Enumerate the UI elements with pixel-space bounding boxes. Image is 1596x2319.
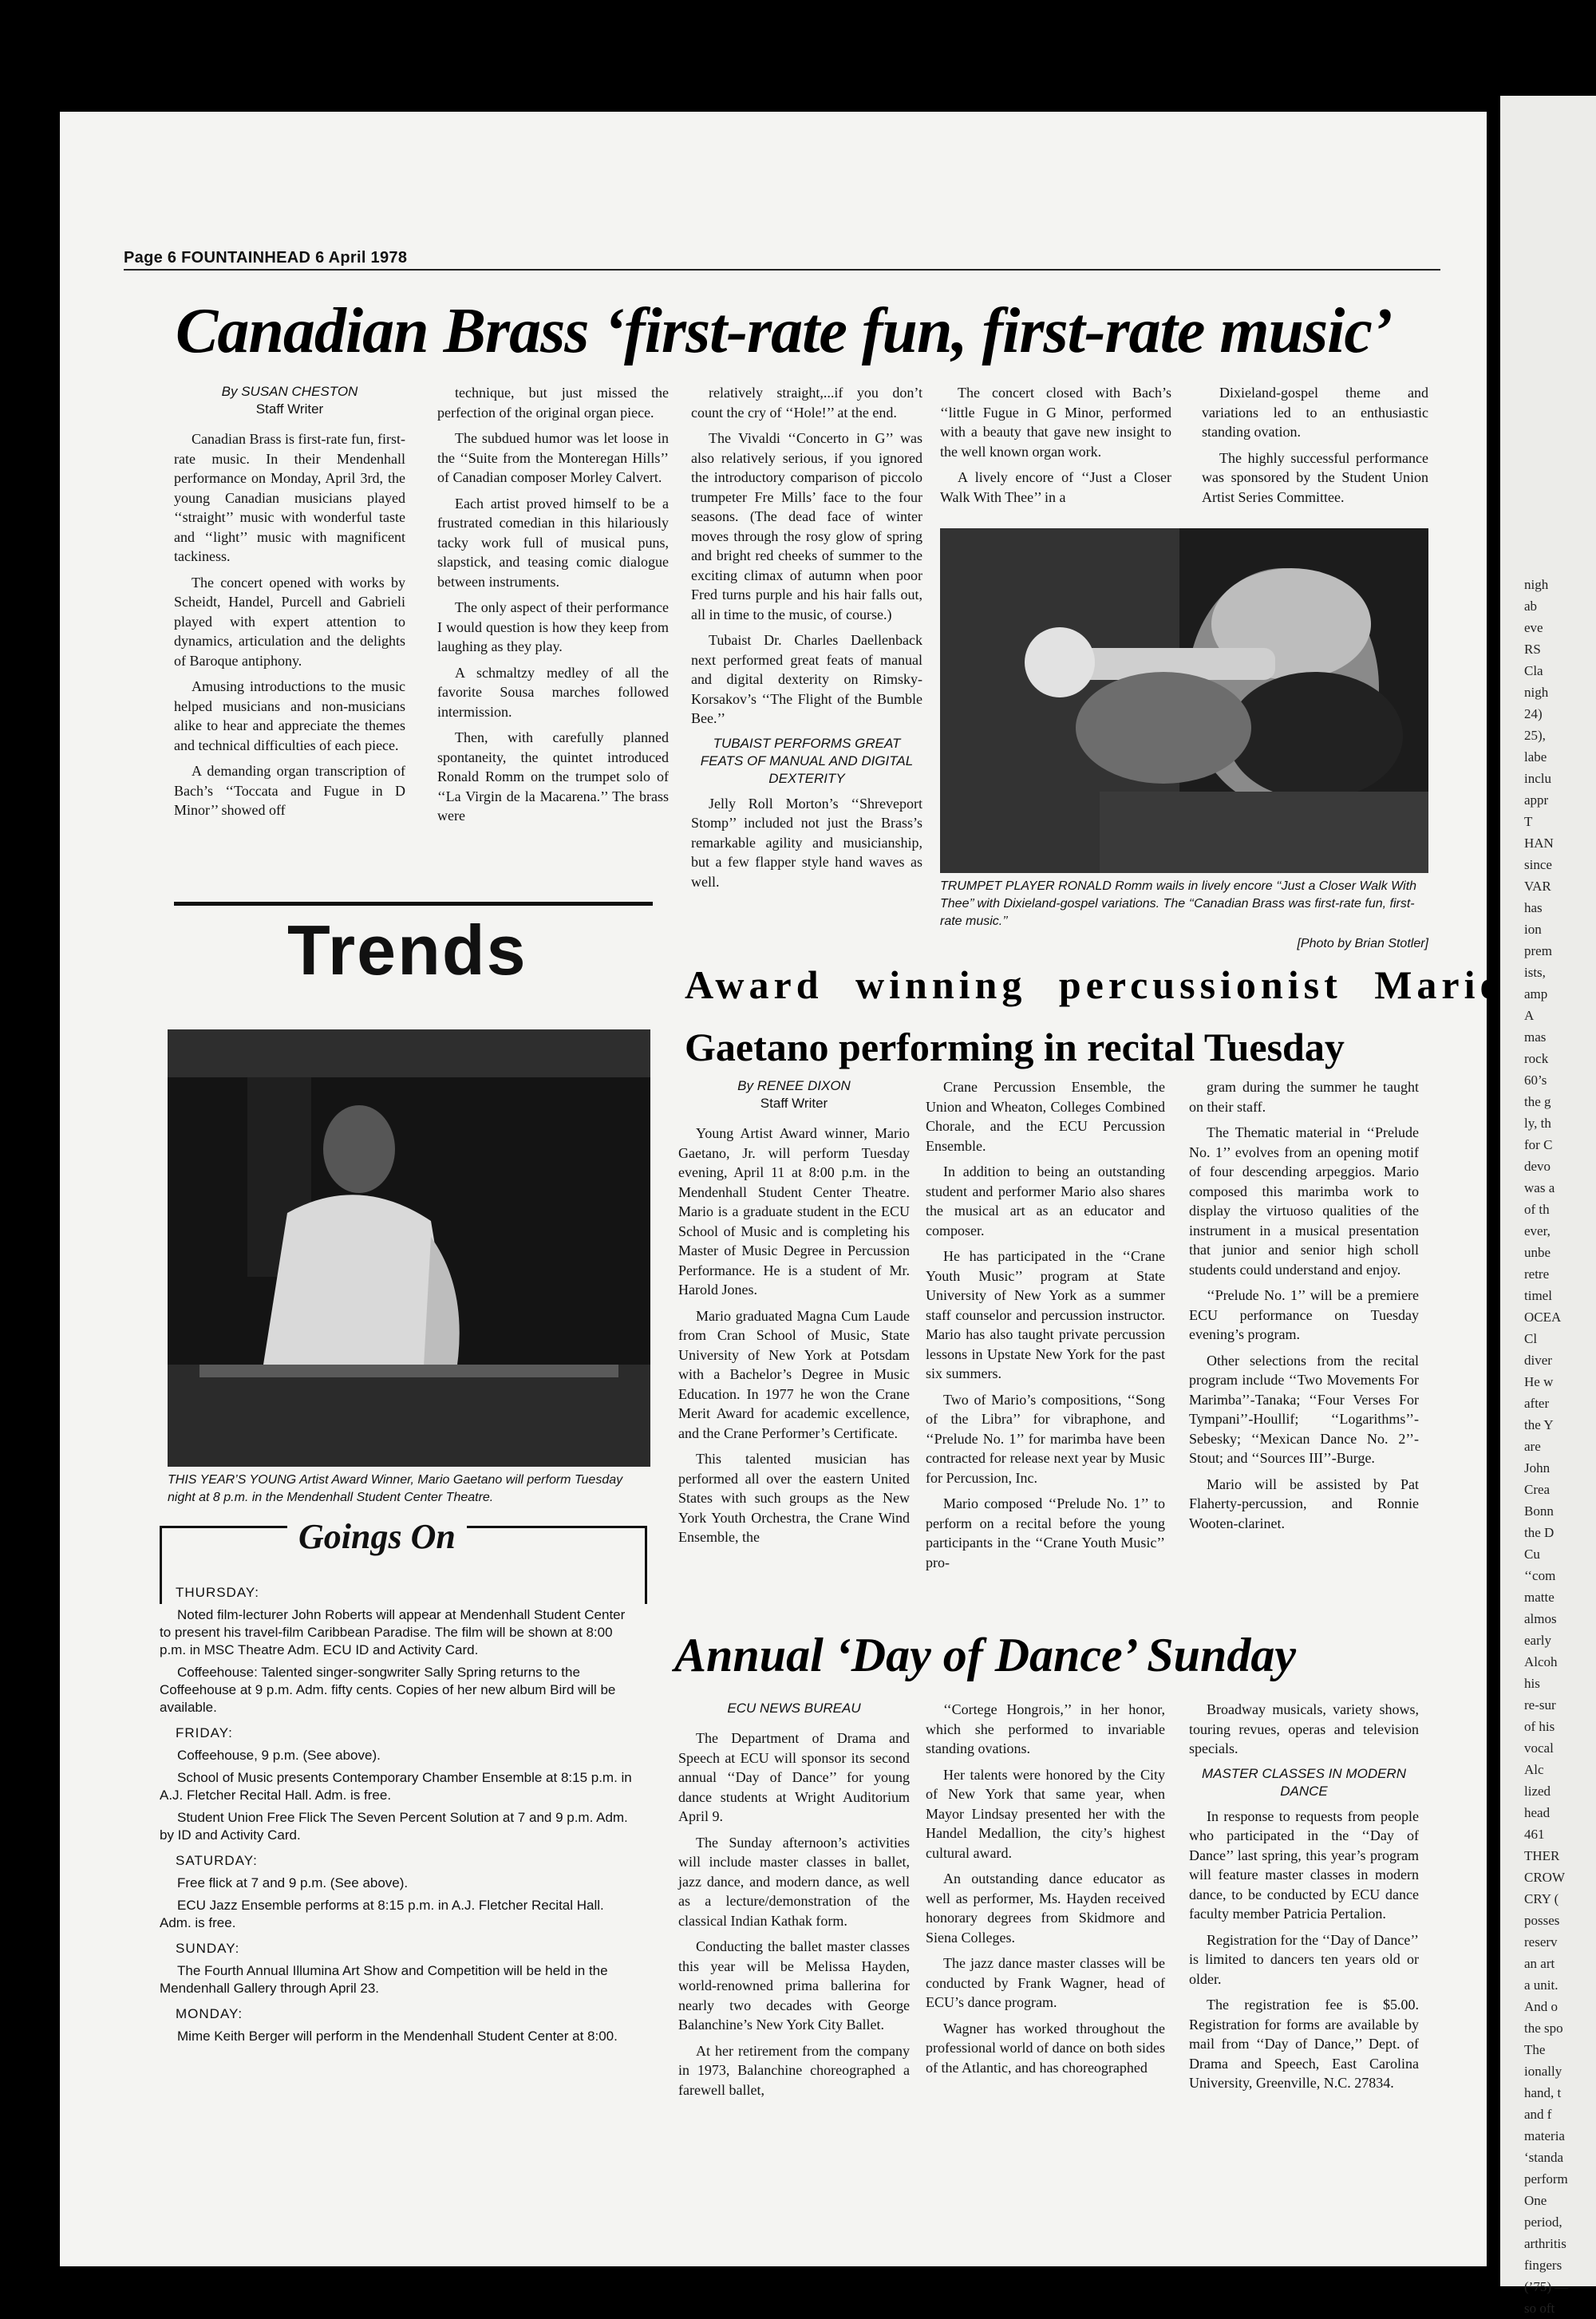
adjacent-page-text: Cu <box>1524 1547 1540 1562</box>
adjacent-page-text: OCEA <box>1524 1310 1562 1325</box>
adjacent-page-text: Bonn <box>1524 1503 1554 1519</box>
byline-name: ECU NEWS BUREAU <box>727 1701 861 1716</box>
dance-subhead: MASTER CLASSES IN MODERN DANCE <box>1202 1765 1406 1799</box>
adjacent-page-text: re-sur <box>1524 1697 1556 1713</box>
article-paragraph: The Vivaldi ‘‘Concerto in G’’ was also relatively serious, if you ignored the introductory comparison of piccolo trumpeter Fre Mills’ face to the four seasons. (The dead face of winter moves through the rosy glow of spring and bright red cheeks of summer to the exciting climax of autumn when poor Fred turns purple and his hair falls out, all in time to the music, of course.) <box>691 430 922 622</box>
article-paragraph: In addition to being an outstanding student and performer Mario also shares the musical art as an educator and composer. <box>926 1163 1165 1239</box>
brass-column-3 <box>691 383 922 898</box>
adjacent-page-text: inclu <box>1524 771 1551 786</box>
adjacent-page-text: 25), <box>1524 728 1546 743</box>
article-paragraph: ‘‘Cortege Hongrois,’’ in her honor, which she performed to invariable standing ovations. <box>926 1701 1165 1756</box>
article-paragraph: technique, but just missed the perfection of the original organ piece. <box>437 385 669 421</box>
article-paragraph: The only aspect of their performance I would question is how they keep from laughing as they play. <box>437 599 669 654</box>
article-paragraph: The Thematic material in ‘‘Prelude No. 1’’ evolves from an opening motif of four descending arpeggios. Mario composed this marimba work to display the virtuoso qualities of the instrument in a musical presentation that junior and senior high scholl students could understand and enjoy. <box>1189 1124 1419 1278</box>
article-paragraph: ‘‘Prelude No. 1’’ will be a premiere ECU performance on Tuesday evening’s program. <box>1189 1287 1419 1342</box>
article-paragraph: Wagner has worked throughout the professional world of dance on both sides of the Atlantic, and has choreographed <box>926 2020 1165 2076</box>
dance-column-1 <box>678 1700 910 2106</box>
article-paragraph: Broadway musicals, variety shows, touring revues, operas and television specials. <box>1189 1701 1419 1756</box>
goings-event-item: Mime Keith Berger will perform in the Mendenhall Student Center at 8:00. <box>177 2029 618 2044</box>
adjacent-page-text: appr <box>1524 792 1549 808</box>
adjacent-page-text: One <box>1524 2193 1547 2208</box>
article-paragraph: A schmaltzy medley of all the favorite Sousa marches followed intermission. <box>437 664 669 720</box>
goings-day-heading: THURSDAY: <box>176 1585 260 1600</box>
adjacent-page-text: 24) <box>1524 706 1543 721</box>
article-paragraph: This talented musician has performed all over the eastern United States with such groups as the New York Youth Orchestra, the Crane Wind Ensemble, the <box>678 1451 910 1545</box>
adjacent-page-text: are <box>1524 1439 1541 1454</box>
mario-byline <box>678 1077 910 1112</box>
adjacent-page-text: period, <box>1524 2214 1562 2230</box>
article-paragraph: The concert closed with Bach’s ‘‘little Fugue in G Minor, performed with a beauty that gave new insight to the well known organ work. <box>940 385 1171 460</box>
article-paragraph: Amusing introductions to the music helped musicians and non-musicians alike to hear and appreciate the themes and technical difficulties of each piece. <box>174 678 405 753</box>
brass-byline <box>174 383 405 418</box>
article-paragraph: Canadian Brass is first-rate fun, first-rate music. In their Mendenhall performance on Monday, April 3rd, the young Canadian musicians played ‘‘straight’’ music with wonderful taste and ‘‘light’’ music with magnificent tackiness. <box>174 431 405 564</box>
article-paragraph: relatively straight,...if you don’t count the cry of ‘‘Hole!’’ at the end. <box>691 385 922 421</box>
trends-rule <box>174 902 653 906</box>
adjacent-page-text: RS <box>1524 642 1541 657</box>
adjacent-page-text: ionally <box>1524 2064 1562 2079</box>
adjacent-page-text: posses <box>1524 1913 1560 1928</box>
adjacent-page-text: John <box>1524 1460 1551 1476</box>
adjacent-page-text: was a <box>1524 1180 1555 1195</box>
adjacent-page-text: unbe <box>1524 1245 1551 1260</box>
brass-subhead: TUBAIST PERFORMS GREAT FEATS OF MANUAL AND DIGITAL DEXTERITY <box>700 735 914 786</box>
adjacent-page-text: early <box>1524 1633 1551 1648</box>
adjacent-page-text: his <box>1524 1676 1540 1691</box>
article-paragraph: The subdued humor was let loose in the ‘‘Suite from the Monteregan Hills’’ of Canadian composer Morley Calvert. <box>437 430 669 485</box>
adjacent-page-text: perform <box>1524 2171 1568 2187</box>
article-paragraph: At her retirement from the company in 1973, Balanchine choreographed a farewell ballet, <box>678 2042 910 2098</box>
goings-day-heading: FRIDAY: <box>176 1725 233 1740</box>
adjacent-page-text: fingers <box>1524 2258 1562 2273</box>
adjacent-page-text: eve <box>1524 620 1543 635</box>
adjacent-page-text: the Y <box>1524 1417 1554 1432</box>
adjacent-page-text: ever, <box>1524 1223 1551 1239</box>
article-paragraph: Mario composed ‘‘Prelude No. 1’’ to perform on a recital before the young participants in the ‘‘Crane Youth Music’’ pro- <box>926 1495 1165 1570</box>
article-paragraph: Other selections from the recital program include ‘‘Two Movements For Marimba’’-Tanaka; ‘‘Four Verses For Tympani’’-Houllif; ‘‘Logarithms’’-Sebesky; ‘‘Mexican Dance No. 2’’-Stout; and ‘‘Sources III’’-Burge. <box>1189 1352 1419 1466</box>
goings-day-heading: SATURDAY: <box>176 1853 258 1868</box>
dance-column-2 <box>926 1700 1165 2084</box>
adjacent-page-text: Cl <box>1524 1331 1538 1346</box>
brass-column-4 <box>940 383 1171 513</box>
goings-day-heading: MONDAY: <box>176 2006 243 2021</box>
adjacent-page-text: Cla <box>1524 663 1543 678</box>
adjacent-page-text: materia <box>1524 2128 1565 2143</box>
adjacent-page-text: The <box>1524 2042 1546 2057</box>
adjacent-page-text: the spo <box>1524 2021 1563 2036</box>
article-paragraph: Conducting the ballet master classes this year will be Melissa Hayden, world-renowned prima ballerina for nearly two decades with George Balanchine’s New York City Ballet. <box>678 1938 910 2033</box>
adjacent-page-text: so oft <box>1524 2301 1555 2316</box>
byline-role: Staff Writer <box>255 401 324 417</box>
article-paragraph: Dixieland-gospel theme and variations led to an enthusiastic standing ovation. <box>1202 385 1428 440</box>
adjacent-page-text: labe <box>1524 749 1547 764</box>
trumpet-player-illustration <box>940 528 1428 873</box>
adjacent-page-text: ab <box>1524 599 1538 614</box>
article-paragraph: The concert opened with works by Scheidt, Handel, Purcell and Gabrieli played with expert attention to dynamics, articulation and the delights of Baroque antiphony. <box>174 574 405 669</box>
adjacent-page-text: nigh <box>1524 685 1549 700</box>
percussionist-illustration <box>168 1029 650 1467</box>
adjacent-page-text: 461 <box>1524 1827 1545 1842</box>
article-paragraph: Crane Percussion Ensemble, the Union and Wheaton, Colleges Combined Chorale, and the ECU Percussion Ensemble. <box>926 1079 1165 1154</box>
adjacent-page-text: arthritis <box>1524 2236 1566 2251</box>
adjacent-page-text: ly, th <box>1524 1116 1551 1131</box>
mario-headline-line-2: Gaetano performing in recital Tuesday <box>685 1025 1345 1069</box>
trends-title: Trends <box>287 911 527 990</box>
adjacent-page-text: of th <box>1524 1202 1550 1217</box>
adjacent-page-text: ists, <box>1524 965 1546 980</box>
adjacent-page-text: has <box>1524 900 1543 915</box>
adjacent-page-text: 60’s <box>1524 1073 1547 1088</box>
trends-photo-caption: THIS YEAR’S YOUNG Artist Award Winner, Mario Gaetano will perform Tuesday night at 8 p.m. in the Mendenhall Student Center Theatre. <box>168 1473 623 1504</box>
adjacent-page-text: CRY ( <box>1524 1891 1559 1906</box>
goings-event-item: ECU Jazz Ensemble performs at 8:15 p.m. in A.J. Fletcher Recital Hall. Adm. is free. <box>160 1898 604 1930</box>
article-paragraph: Mario graduated Magna Cum Laude from Cran School of Music, State University of New York at Potsdam with a Bachelor’s Degree in Music Education. In 1977 he won the Crane Merit Award for academic excellence, and the Crane Performer’s Certificate. <box>678 1307 910 1441</box>
goings-on-listing <box>160 1576 638 2050</box>
article-paragraph: The Sunday afternoon’s activities will include master classes in ballet, jazz dance, and modern dance, as well as a lecture/demonstration of the classical Indian Kathak form. <box>678 1834 910 1929</box>
adjacent-page-text: after <box>1524 1396 1550 1411</box>
adjacent-page-text: timel <box>1524 1288 1552 1303</box>
article-paragraph: Mario will be assisted by Pat Flaherty-percussion, and Ronnie Wooten-clarinet. <box>1189 1476 1419 1531</box>
goings-event-item: Coffeehouse: Talented singer-songwriter Sally Spring returns to the Coffeehouse at 9 p.m. Adm. fifty cents. Copies of her new album Bird will be available. <box>160 1665 616 1715</box>
adjacent-page-text: head <box>1524 1805 1551 1820</box>
adjacent-page-text: Alc <box>1524 1762 1544 1777</box>
adjacent-page-text: diver <box>1524 1353 1552 1368</box>
brass-column-5 <box>1202 383 1428 513</box>
article-paragraph: gram during the summer he taught on their staff. <box>1189 1079 1419 1115</box>
goings-event-item: Student Union Free Flick The Seven Percent Solution at 7 and 9 p.m. Adm. by ID and Activity Card. <box>160 1810 628 1843</box>
mario-column-2 <box>926 1077 1165 1578</box>
brass-column-1 <box>174 383 405 827</box>
adjacent-page-text: retre <box>1524 1266 1550 1282</box>
adjacent-page-text: of his <box>1524 1719 1555 1734</box>
article-paragraph: An outstanding dance educator as well as performer, Ms. Hayden received honorary degrees from Skidmore and Siena Colleges. <box>926 1871 1165 1946</box>
adjacent-page-text: a unit. <box>1524 1977 1558 1993</box>
adjacent-page-text: almos <box>1524 1611 1557 1626</box>
article-paragraph: Registration for the ‘‘Day of Dance’’ is limited to dancers ten years old or older. <box>1189 1931 1419 1987</box>
adjacent-page-text: THER <box>1524 1848 1560 1863</box>
adjacent-page-text: mas <box>1524 1029 1547 1045</box>
article-paragraph: A demanding organ transcription of Bach’s ‘‘Toccata and Fugue in D Minor’’ showed off <box>174 763 405 818</box>
article-paragraph: A lively encore of ‘‘Just a Closer Walk With Thee’’ in a <box>940 469 1171 505</box>
adjacent-page-text: Alcoh <box>1524 1654 1558 1669</box>
adjacent-page-text: prem <box>1524 943 1552 958</box>
adjacent-page-text: ‘‘com <box>1524 1568 1556 1583</box>
mario-headline-line-1 <box>685 962 1505 1008</box>
mario-column-3 <box>1189 1077 1419 1539</box>
goings-on-title: Goings On <box>287 1516 467 1557</box>
adjacent-page-text: devo <box>1524 1159 1551 1174</box>
goings-day-heading: SUNDAY: <box>176 1941 240 1956</box>
adjacent-page-text: And o <box>1524 1999 1558 2014</box>
dance-headline: Annual ‘Day of Dance’ Sunday <box>674 1629 1296 1681</box>
adjacent-page-text: since <box>1524 857 1552 872</box>
adjacent-page-text: lized <box>1524 1784 1551 1799</box>
goings-event-item: The Fourth Annual Illumina Art Show and Competition will be held in the Mendenhall Gallery through April 23. <box>160 1963 608 1996</box>
adjacent-page-text: the D <box>1524 1525 1555 1540</box>
article-paragraph: Jelly Roll Morton’s ‘‘Shreveport Stomp’’ included not just the Brass’s remarkable agility and musicianship, but a few flapper style hand waves as well. <box>691 795 922 890</box>
adjacent-page-text: (’75) — <box>1524 2279 1569 2294</box>
adjacent-page-text: amp <box>1524 986 1548 1001</box>
page-folio: Page 6 FOUNTAINHEAD 6 April 1978 <box>124 249 408 267</box>
adjacent-page-text: ion <box>1524 922 1542 937</box>
adjacent-page-text: reserv <box>1524 1934 1558 1950</box>
byline-role: Staff Writer <box>760 1096 828 1111</box>
article-paragraph: Then, with carefully planned spontaneity, the quintet introduced Ronald Romm on the trumpet solo of ‘‘La Virgin de la Macarena.’’ The brass were <box>437 729 669 824</box>
adjacent-page-text: HAN <box>1524 836 1554 851</box>
dance-column-3 <box>1189 1700 1419 2100</box>
goings-event-item: Coffeehouse, 9 p.m. (See above). <box>177 1748 381 1763</box>
adjacent-page-text: Crea <box>1524 1482 1551 1497</box>
adjacent-page-text: ‘standa <box>1524 2150 1564 2165</box>
article-paragraph: Two of Mario’s compositions, ‘‘Song of the Libra’’ for vibraphone, and ‘‘Prelude No. 1’’ for marimba have been contracted for release next year by Music for Percussion, Inc. <box>926 1391 1165 1486</box>
article-paragraph: Tubaist Dr. Charles Daellenback next performed great feats of manual and digital dexterity on Rimsky-Korsakov’s ‘‘The Flight of the Bumble Bee.’’ <box>691 632 922 726</box>
adjacent-page-text: vocal <box>1524 1740 1554 1756</box>
article-paragraph: Young Artist Award winner, Mario Gaetano, Jr. will perform Tuesday evening, April 11 at 8:00 p.m. in the Mendenhall Student Center Theatre. Mario is a graduate student in the ECU School of Music and is completing his Master of Music Degree in Percussion Performance. He is a student of Mr. Harold Jones. <box>678 1125 910 1298</box>
article-paragraph: The registration fee is $5.00. Registration for forms are available by mail from ‘‘Day of Dance,’’ Dept. of Drama and Speech, East Carolina University, Greenville, N.C. 27834. <box>1189 1997 1419 2091</box>
trumpet-player-photo <box>940 528 1428 873</box>
trumpet-photo-caption: TRUMPET PLAYER RONALD Romm wails in lively encore ‘‘Just a Closer Walk With Thee’’ with Dixieland-gospel variations. The ‘‘Canadian Brass was first-rate fun, first-rate music.’’ <box>940 879 1417 928</box>
adjacent-page-text: VAR <box>1524 879 1551 894</box>
mario-gaetano-photo <box>168 1029 650 1467</box>
article-paragraph: In response to requests from people who participated in the ‘‘Day of Dance’’ last spring, this year’s program will feature master classes in modern dance, to be conducted by ECU dance faculty member Patricia Pertalion. <box>1189 1807 1419 1922</box>
goings-event-item: Free flick at 7 and 9 p.m. (See above). <box>177 1875 409 1890</box>
adjacent-page-text: for C <box>1524 1137 1553 1152</box>
byline-name: By SUSAN CHESTON <box>221 384 358 399</box>
adjacent-page-text: and f <box>1524 2107 1552 2122</box>
article-paragraph: The Department of Drama and Speech at ECU will sponsor its second annual ‘‘Day of Dance’’ for young dance students at Wright Auditorium April 9. <box>678 1730 910 1824</box>
adjacent-page-text: nigh <box>1524 577 1549 592</box>
adjacent-page-text: CROW <box>1524 1870 1565 1885</box>
mario-column-1 <box>678 1077 910 1554</box>
adjacent-page-fragment <box>1500 96 1596 2316</box>
adjacent-page-text: hand, t <box>1524 2085 1562 2100</box>
adjacent-page-text: T <box>1524 814 1533 829</box>
article-paragraph: The jazz dance master classes will be conducted by Frank Wagner, head of ECU’s dance program. <box>926 1955 1165 2010</box>
article-paragraph: Her talents were honored by the City of New York that same year, when Mayor Lindsay presented her with the Handel Medallion, the city’s highest cultural award. <box>926 1766 1165 1861</box>
article-paragraph: He has participated in the ‘‘Crane Youth Music’’ program at State University of New York as a summer staff counselor and percussion instructor. Mario has also taught private percussion lessons in Upstate New York for the past six summers. <box>926 1248 1165 1381</box>
trumpet-photo-credit: [Photo by Brian Stotler] <box>1297 937 1428 950</box>
article-paragraph: Each artist proved himself to be a frustrated comedian in this hilariously tacky work full of musical puns, slapstick, and teasing comic dialogue between instruments. <box>437 495 669 590</box>
goings-event-item: School of Music presents Contemporary Chamber Ensemble at 8:15 p.m. in A.J. Fletcher Recital Hall. Adm. is free. <box>160 1770 632 1803</box>
mario-headline-text-1: Award winning percussionist Mario <box>685 962 1505 1007</box>
adjacent-page-text: an art <box>1524 1956 1555 1971</box>
adjacent-page-text: matte <box>1524 1590 1555 1605</box>
adjacent-page-text: the g <box>1524 1094 1551 1109</box>
byline-name: By RENEE DIXON <box>737 1078 851 1093</box>
adjacent-page-text: A <box>1524 1008 1535 1023</box>
brass-headline: Canadian Brass ‘first-rate fun, first-rate music’ <box>176 296 1393 366</box>
adjacent-page-text: He w <box>1524 1374 1554 1389</box>
goings-event-item: Noted film-lecturer John Roberts will appear at Mendenhall Student Center to present his travel-film Caribbean Paradise. The film will be shown at 8:00 p.m. in MSC Theatre Adm. ECU ID and Activity Card. <box>160 1607 626 1657</box>
dance-byline <box>678 1700 910 1717</box>
folio-rule <box>124 269 1440 271</box>
brass-column-2 <box>437 383 669 832</box>
adjacent-page-text: rock <box>1524 1051 1549 1066</box>
article-paragraph: The highly successful performance was sponsored by the Student Union Artist Series Committee. <box>1202 449 1428 505</box>
